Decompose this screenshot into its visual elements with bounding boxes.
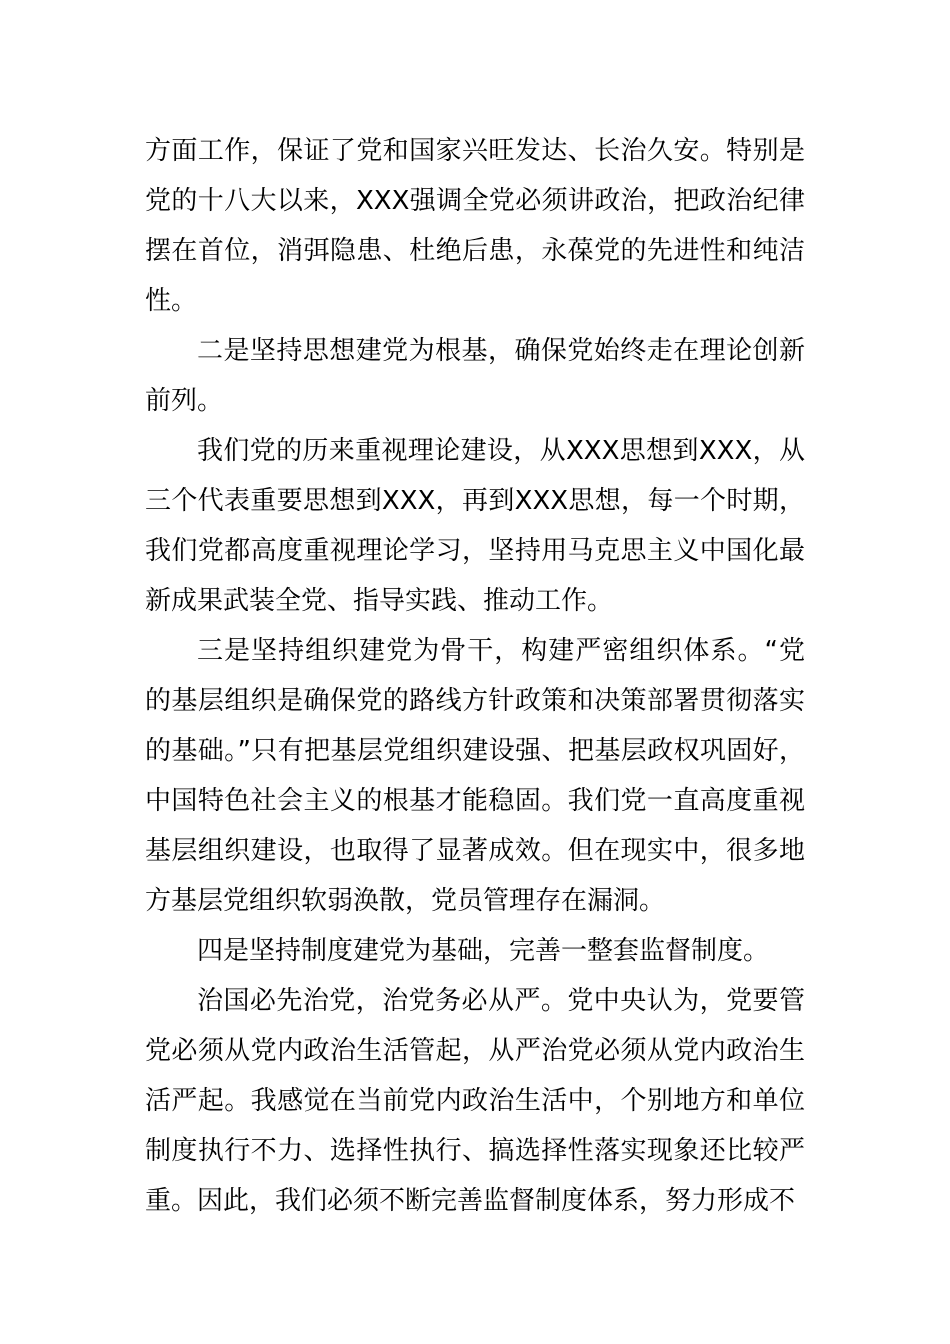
document-body	[145, 126, 805, 1226]
paragraph-theory: 我们党的历来重视理论建设，从XXX思想到XXX，从三个代表重要思想到XXX，再到XXX思想，每一个时期，我们党都高度重视理论学习，坚持用马克思主义中国化最新成果武装全党、指导实践、推动工作。	[145, 436, 805, 616]
paragraph-continuation: 方面工作，保证了党和国家兴旺发达、长治久安。特别是党的十八大以来，XXX强调全党必须讲政治，把政治纪律摆在首位，消弭隐患、杜绝后患，永葆党的先进性和纯洁性。	[145, 136, 805, 316]
paragraph-heading-four: 四是坚持制度建党为基础，完善一整套监督制度。	[197, 936, 770, 966]
paragraph-discipline: 治国必先治党，治党务必从严。党中央认为，党要管党必须从党内政治生活管起，从严治党必须从党内政治生活严起。我感觉在当前党内政治生活中，个别地方和单位制度执行不力、选择性执行、搞选择性落实现象还比较严重。因此，我们必须不断完善监督制度体系，努力形成不	[145, 986, 805, 1216]
paragraph-heading-two: 二是坚持思想建党为根基，确保党始终走在理论创新前列。	[145, 336, 805, 416]
paragraph-heading-three: 三是坚持组织建党为骨干，构建严密组织体系。“党的基层组织是确保党的路线方针政策和决策部署贯彻落实的基础。”只有把基层党组织建设强、把基层政权巩固好，中国特色社会主义的根基才能稳固。我们党一直高度重视基层组织建设，也取得了显著成效。但在现实中，很多地方基层党组织软弱涣散，党员管理存在漏洞。	[145, 636, 805, 916]
